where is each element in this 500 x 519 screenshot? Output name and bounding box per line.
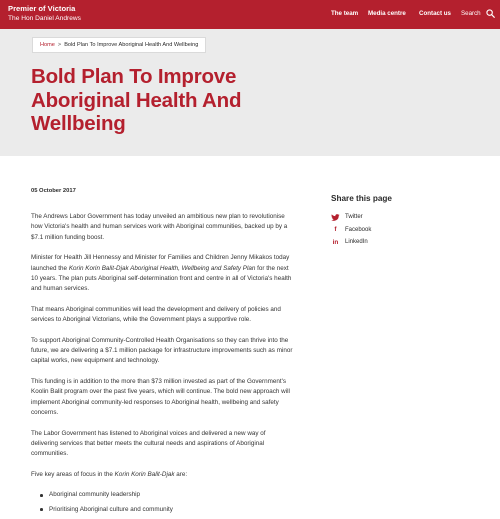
publish-date: 05 October 2017 [31,188,76,194]
share-facebook-link[interactable] [331,224,471,237]
list-item: Prioritising Aboriginal culture and community [40,505,293,515]
site-header [0,0,500,29]
article-paragraph: Minister for Health Jill Hennessy and Minister for Families and Children Jenny Mikakos today launched the Korin Korin Balit-Djak Aboriginal Health, Wellbeing and Safety Plan for the next 10 years. The plan puts Aboriginal self-determination front and centre in all of Victoria's health and human services. [31,254,292,293]
share-panel [331,194,471,249]
twitter-icon [331,213,340,222]
article-paragraph: The Andrews Labor Government has today unveiled an ambitious new plan to revolutionise how Victoria's health and human services work with Aboriginal communities, backed up by a $7.1 million funding boost. [31,213,288,241]
article-body [31,212,293,519]
nav-link-the-team[interactable]: The team [331,10,359,17]
site-title: Premier of Victoria [8,4,76,13]
article-paragraph: This funding is in addition to the more than $73 million invested as part of the Government's Koolin Balit program over the past five years, which will continue. The bold new approach will implement Aboriginal community-led responses to Aboriginal health, wellbeing and safety concerns. [31,377,290,417]
breadcrumb-home-link[interactable]: Home [40,42,55,48]
share-title: Share this page [331,194,392,203]
page-title: Bold Plan To Improve Aboriginal Health And Wellbeing [31,65,242,135]
share-label: Facebook [345,226,372,233]
page-hero [0,29,500,156]
breadcrumb-current: Bold Plan To Improve Aboriginal Health And Wellbeing [64,42,199,48]
breadcrumb [32,37,206,53]
share-linkedin-link[interactable] [331,236,471,249]
article-paragraph: To support Aboriginal Community-Controlled Health Organisations so they can thrive into the future, we are delivering a $7.1 million package for infrastructure improvements such as minor capital works, new equipment and technology. [31,336,293,365]
list-item: Aboriginal community leadership [40,490,293,500]
article-paragraph: Five key areas of focus in the Korin Korin Balit-Djak are: [31,470,188,478]
search-icon[interactable] [486,9,495,18]
share-label: Twitter [345,214,363,221]
plan-name-italic: Korin Korin Balit-Djak [114,470,175,478]
focus-areas-list [40,490,293,515]
share-twitter-link[interactable] [331,211,471,224]
linkedin-icon: in [332,238,339,246]
nav-link-media-centre[interactable]: Media centre [368,10,406,17]
article-paragraph: The Labor Government has listened to Aboriginal voices and delivered a new way of delivering services that better meets the cultural needs and aspirations of Aboriginal communities. [31,429,266,458]
site-brand-link[interactable] [8,4,81,23]
article-paragraph: That means Aboriginal communities will lead the development and delivery of policies and services to Aboriginal Victorians, while the Government plays a supportive role. [31,305,281,324]
nav-link-contact-us[interactable]: Contact us [419,10,451,17]
search-link[interactable]: Search [461,10,481,17]
facebook-icon: f [334,226,337,234]
breadcrumb-separator: > [57,42,62,48]
plan-name-italic: Korin Korin Balit-Djak Aboriginal Health, Wellbeing and Safety Plan [68,264,256,272]
site-subtitle: The Hon Daniel Andrews [8,15,81,22]
share-label: LinkedIn [345,239,368,246]
